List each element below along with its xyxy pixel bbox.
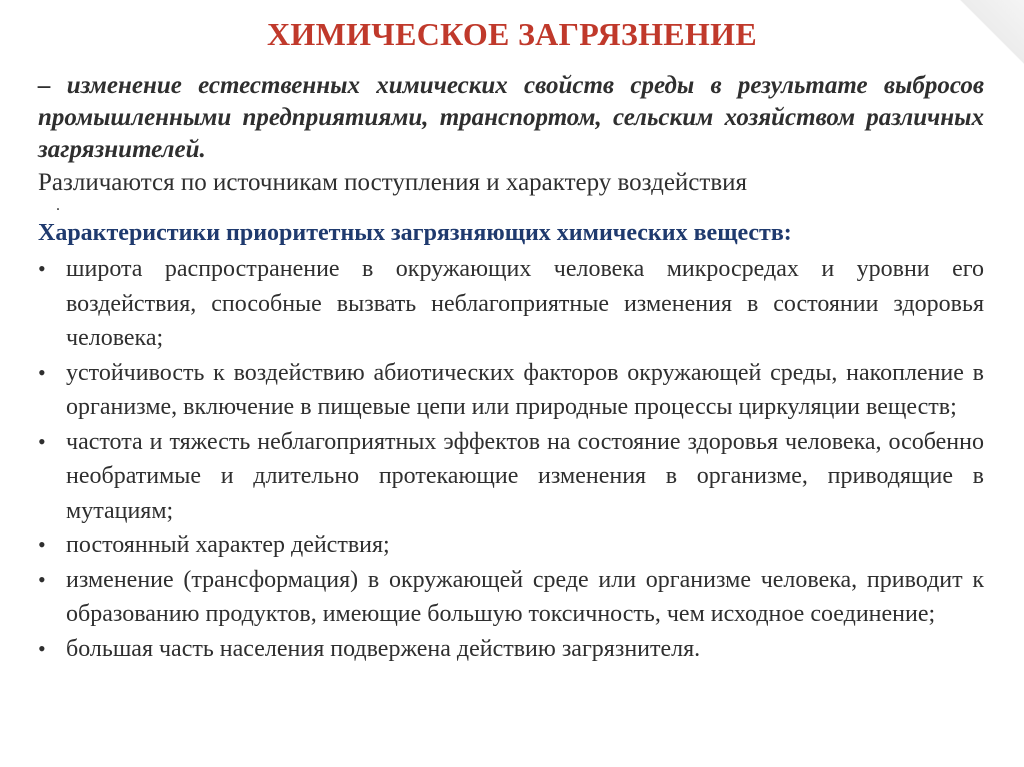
bullet-icon: •	[38, 428, 46, 454]
list-item-text: устойчивость к воздействию абиотических факторов окружающей среды, накопление в организме, включение в пищевые цепи или природные процессы циркуляции веществ;	[66, 359, 984, 420]
definition-text: – изменение естественных химических свойств среды в результате выбросов промышленными предприятиями, транспортом, сельским хозяйством различных загрязнителей.	[38, 72, 984, 163]
bullet-icon: •	[38, 359, 46, 385]
list-item	[38, 563, 984, 632]
list-item	[38, 356, 984, 425]
list-item-text: постоянный характер действия;	[66, 532, 390, 558]
list-item	[38, 632, 984, 667]
list-item-text: изменение (трансформация) в окружающей среде или организме человека, приводит к образованию продуктов, имеющие большую токсичность, чем исходное соединение;	[66, 566, 984, 627]
list-item	[38, 252, 984, 356]
slide-title: ХИМИЧЕСКОЕ ЗАГРЯЗНЕНИЕ	[267, 16, 757, 52]
list-item-text: широта распространение в окружающих человека микросредах и уровни его воздействия, способные вызвать неблагоприятные изменения в состоянии здоровья человека;	[66, 256, 984, 351]
sources-text: Различаются по источникам поступления и характеру воздействия	[38, 169, 747, 196]
bullet-icon: •	[38, 566, 46, 592]
bullet-icon: •	[38, 256, 46, 281]
list-item	[38, 528, 984, 563]
bullet-icon: •	[38, 532, 46, 557]
list-item	[38, 425, 984, 529]
stray-dot: .	[56, 197, 60, 214]
list-item-text: частота и тяжесть неблагоприятных эффектов на состояние здоровья человека, особенно необратимые и длительно протекающие изменения в организме, приводящие в мутациям;	[66, 428, 984, 524]
list-item-text: большая часть населения подвержена действию загрязнителя.	[66, 635, 701, 662]
characteristics-heading: Характеристики приоритетных загрязняющих химических веществ:	[38, 220, 792, 246]
bullet-icon: •	[38, 635, 46, 661]
characteristics-list	[38, 252, 984, 666]
